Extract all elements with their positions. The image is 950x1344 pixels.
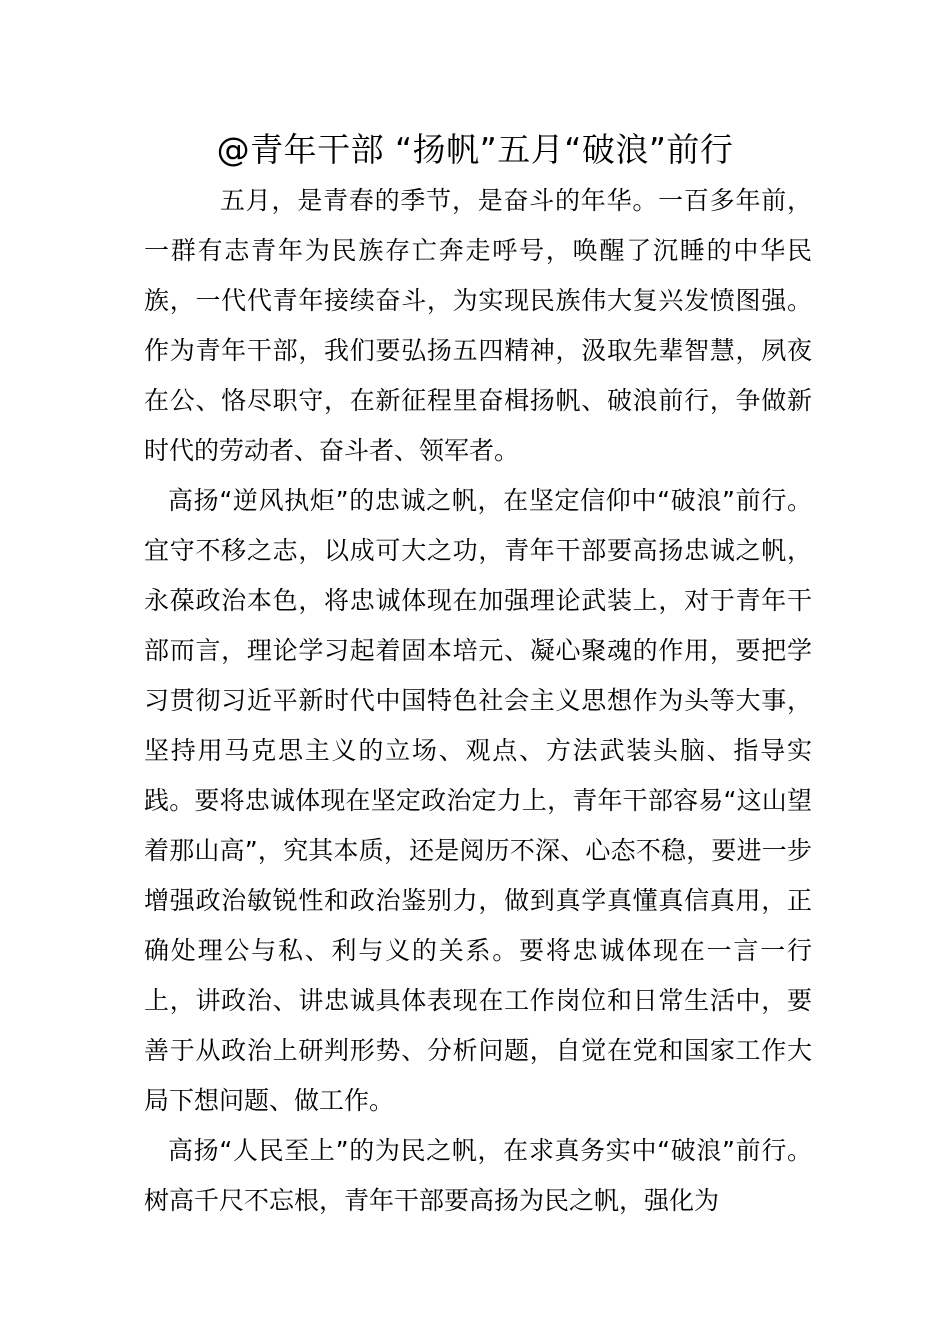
document-body [144,176,812,1226]
document-title: @青年干部 “扬帆”五月“破浪”前行 [216,130,734,169]
paragraph-intro: 五月，是青春的季节，是奋斗的年华。一百多年前，一群有志青年为民族存亡奔走呼号，唤醒了沉睡的中华民族，一代代青年接续奋斗，为实现民族伟大复兴发愤图强。作为青年干部，我们要弘扬五四精神，汲取先辈智慧，夙夜在公、恪尽职守，在新征程里奋楫扬帆、破浪前行，争做新时代的劳动者、奋斗者、领军者。 [144,186,812,465]
paragraph-people: 高扬“人民至上”的为民之帆，在求真务实中“破浪”前行。树高千尺不忘根，青年干部要高扬为民之帆，强化为 [144,1136,812,1215]
paragraph-loyalty: 高扬“逆风执炬”的忠诚之帆，在坚定信仰中“破浪”前行。宜守不移之志，以成可大之功，青年干部要高扬忠诚之帆，永葆政治本色，将忠诚体现在加强理论武装上，对于青年干部而言，理论学习起着固本培元、凝心聚魂的作用，要把学习贯彻习近平新时代中国特色社会主义思想作为头等大事，坚持用马克思主义的立场、观点、方法武装头脑、指导实践。要将忠诚体现在坚定政治定力上，青年干部容易“这山望着那山高”，究其本质，还是阅历不深、心态不稳，要进一步增强政治敏锐性和政治鉴别力，做到真学真懂真信真用，正确处理公与私、利与义的关系。要将忠诚体现在一言一行上，讲政治、讲忠诚具体表现在工作岗位和日常生活中，要善于从政治上研判形势、分析问题，自觉在党和国家工作大局下想问题、做工作。 [144,486,812,1115]
